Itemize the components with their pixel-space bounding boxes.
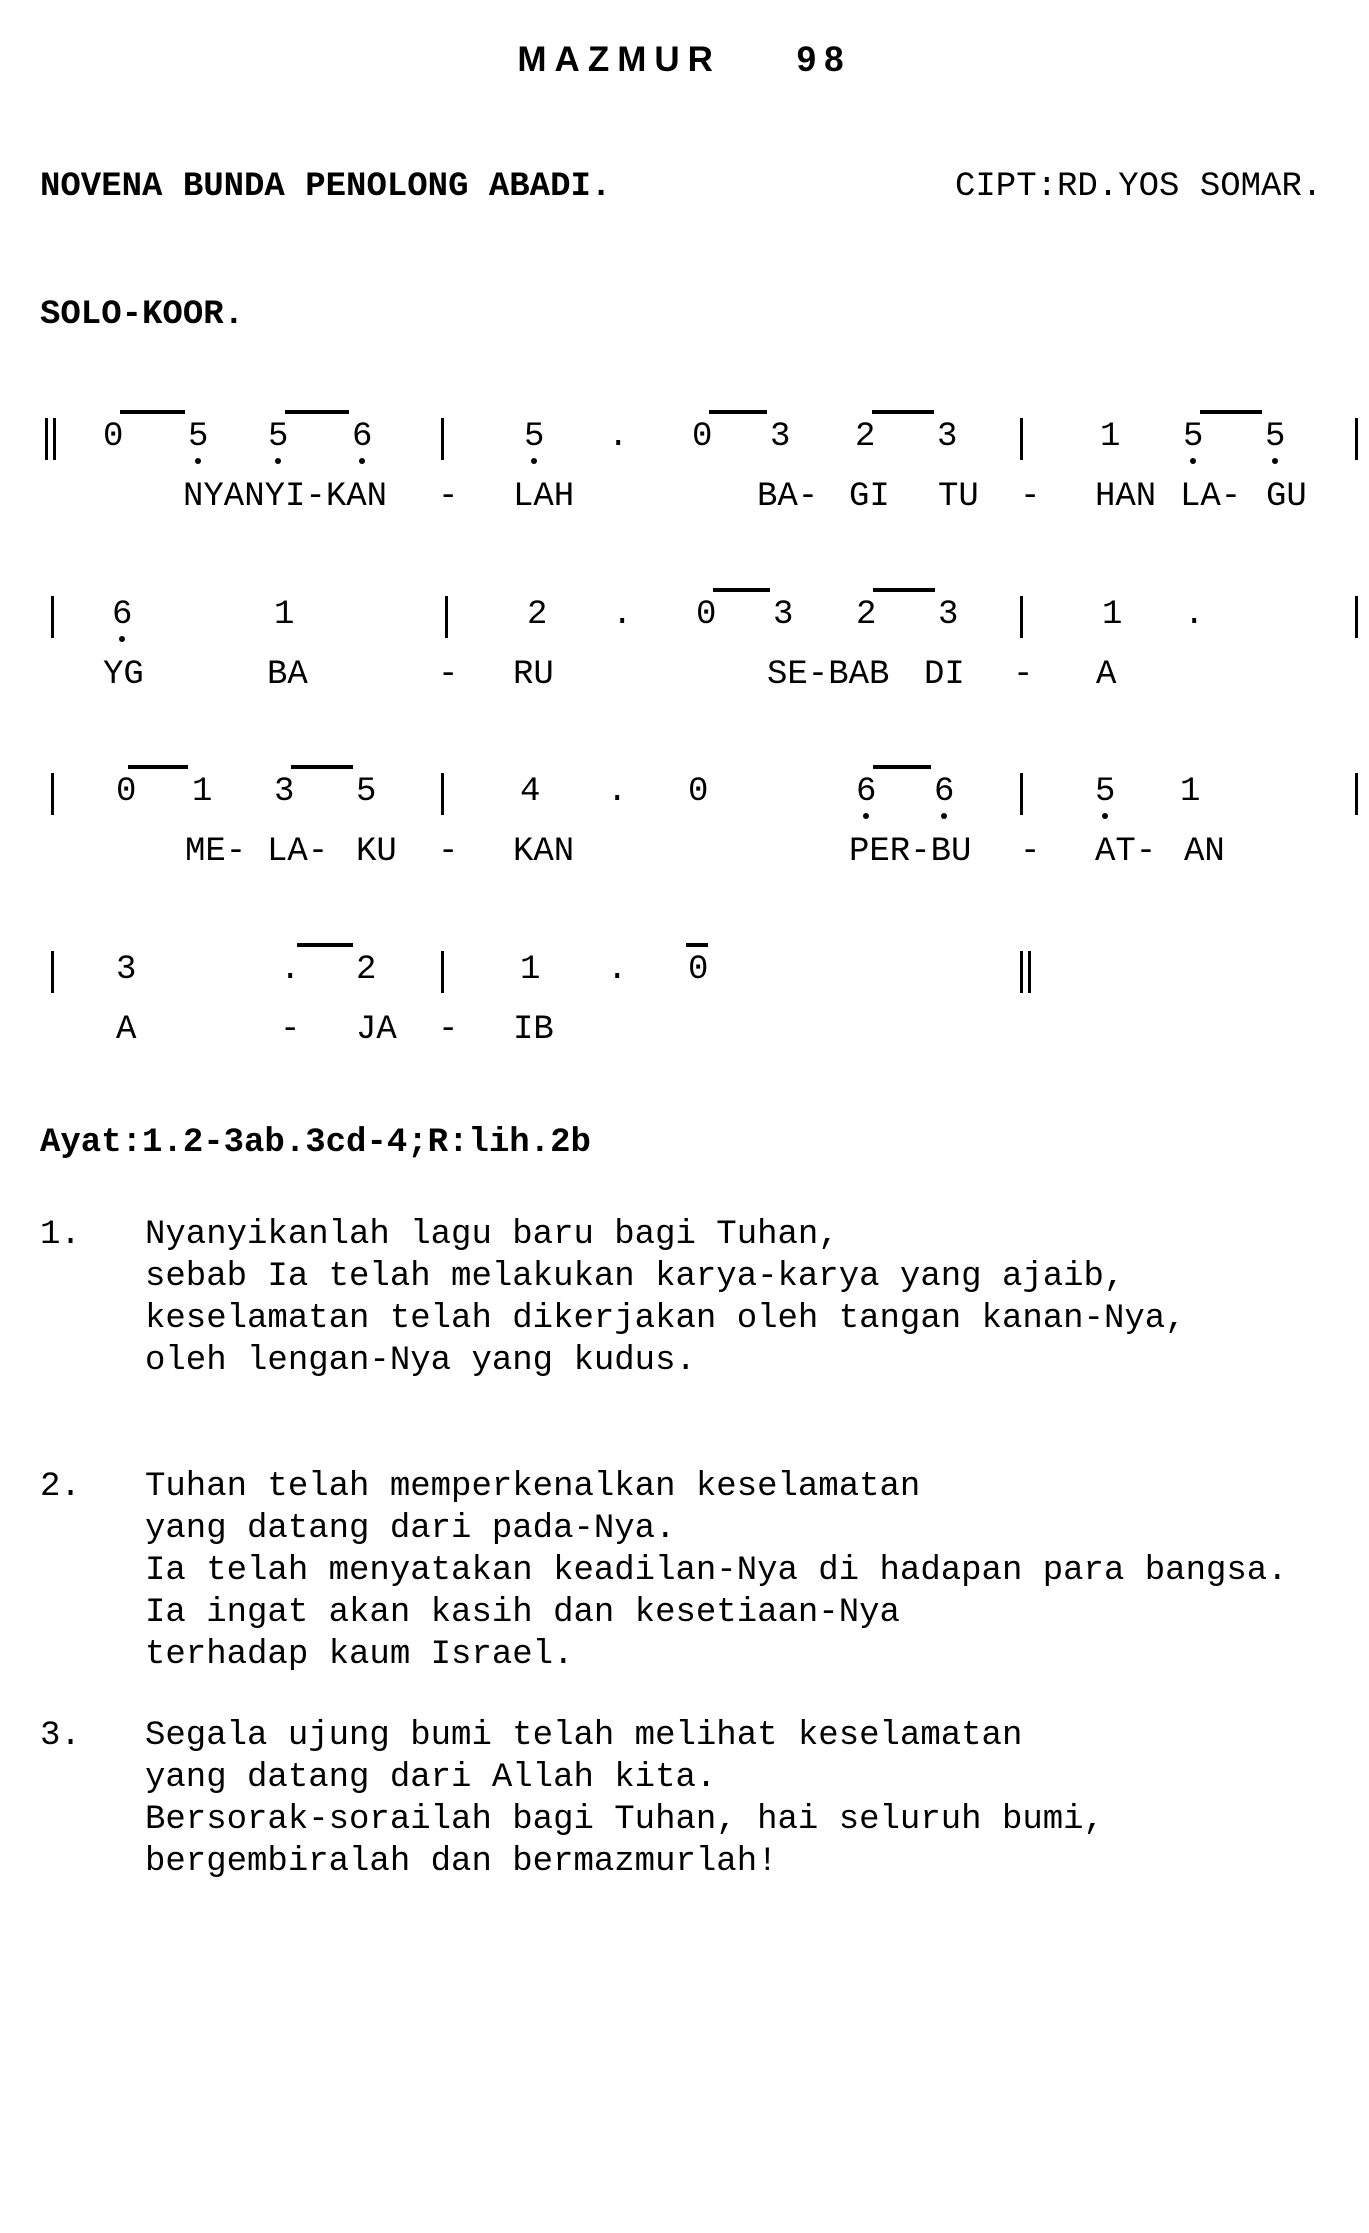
double-barline — [53, 418, 56, 460]
octave-dot — [1102, 813, 1108, 819]
notation-digit: 1 — [1102, 596, 1123, 634]
verse-text — [145, 1715, 1104, 1883]
header-left: NOVENA BUNDA PENOLONG ABADI. — [40, 168, 612, 206]
notation-digit: 5 — [356, 773, 377, 811]
lyric-syllable: - — [1020, 833, 1041, 871]
verse-line: yang datang dari pada-Nya. — [145, 1510, 676, 1548]
notation-dot: . — [608, 418, 629, 456]
lyric-syllable: - — [438, 1011, 459, 1049]
verse-line: oleh lengan-Nya yang kudus. — [145, 1342, 696, 1380]
notation-digit: 2 — [856, 596, 877, 634]
lyric-syllable: - — [1020, 478, 1041, 516]
notation-digit: 0 — [103, 418, 124, 456]
verse-line: Tuhan telah memperkenalkan keselamatan — [145, 1468, 921, 1506]
barline — [1020, 418, 1023, 460]
lyric-syllable: BA- — [757, 478, 819, 516]
verse-line: Bersorak-sorailah bagi Tuhan, hai seluruh bumi, — [145, 1801, 1104, 1839]
lyric-syllable: YG — [103, 656, 144, 694]
double-barline — [1028, 951, 1031, 993]
notation-line — [0, 588, 1369, 718]
notation-digit: 5 — [268, 418, 289, 456]
lyric-syllable: NYANYI-KAN — [183, 478, 388, 516]
lyric-syllable: KU — [356, 833, 397, 871]
verse-text — [145, 1214, 1186, 1382]
notation-digit: 2 — [527, 596, 548, 634]
barline — [1020, 596, 1023, 638]
notation-digit: 4 — [520, 773, 541, 811]
lyric-syllable: RU — [513, 656, 554, 694]
verse-reference: Ayat:1.2-3ab.3cd-4;R:lih.2b — [40, 1124, 591, 1162]
octave-dot — [531, 458, 537, 464]
barline — [441, 418, 444, 460]
beam-line — [120, 410, 185, 414]
lyric-syllable: GU — [1266, 478, 1307, 516]
verse-number: 1. — [40, 1216, 81, 1254]
notation-line — [0, 943, 1369, 1073]
lyric-syllable: DI — [924, 656, 965, 694]
notation-digit: 0 — [116, 773, 137, 811]
notation-dot: . — [607, 951, 628, 989]
lyric-syllable: - — [1013, 656, 1034, 694]
notation-digit: 0 — [692, 418, 713, 456]
notation-digit: 1 — [1180, 773, 1201, 811]
barline — [445, 596, 448, 638]
notation-digit: 1 — [192, 773, 213, 811]
octave-dot — [195, 458, 201, 464]
beam-line — [291, 765, 353, 769]
verse-number: 3. — [40, 1717, 81, 1755]
beam-line — [873, 588, 935, 592]
lyric-syllable: JA — [356, 1011, 397, 1049]
verse-line: Nyanyikanlah lagu baru bagi Tuhan, — [145, 1216, 839, 1254]
barline — [51, 951, 54, 993]
notation-dot: . — [280, 951, 301, 989]
octave-dot — [275, 458, 281, 464]
beam-line — [872, 410, 934, 414]
notation-line — [0, 410, 1369, 540]
notation-digit: 5 — [524, 418, 545, 456]
lyric-syllable: TU — [938, 478, 979, 516]
barline — [1020, 773, 1023, 815]
verse-text — [145, 1466, 1288, 1676]
verse-line: bergembiralah dan bermazmurlah! — [145, 1843, 778, 1881]
barline — [51, 596, 54, 638]
octave-dot — [359, 458, 365, 464]
octave-dot — [1190, 458, 1196, 464]
page-title: MAZMUR 98 — [517, 40, 852, 79]
barline — [51, 773, 54, 815]
beam-line — [297, 943, 353, 947]
beam-line — [128, 765, 188, 769]
notation-dot: . — [607, 773, 628, 811]
section-label: SOLO-KOOR. — [40, 296, 245, 334]
verse-number: 2. — [40, 1468, 81, 1506]
verse-line: Ia telah menyatakan keadilan-Nya di hadapan para bangsa. — [145, 1552, 1288, 1590]
verse-line: yang datang dari Allah kita. — [145, 1759, 717, 1797]
lyric-syllable: AN — [1184, 833, 1225, 871]
notation-digit: 0 — [688, 773, 709, 811]
lyric-syllable: - — [438, 478, 459, 516]
lyric-syllable: KAN — [513, 833, 575, 871]
lyric-syllable: GI — [849, 478, 890, 516]
lyric-syllable: SE-BAB — [767, 656, 890, 694]
barline — [441, 951, 444, 993]
verse-line: Ia ingat akan kasih dan kesetiaan-Nya — [145, 1594, 900, 1632]
octave-dot — [941, 813, 947, 819]
lyric-syllable: - — [438, 656, 459, 694]
double-barline — [1020, 951, 1023, 993]
notation-digit: 3 — [937, 418, 958, 456]
header-right: CIPT:RD.YOS SOMAR. — [955, 168, 1323, 206]
lyric-syllable: LAH — [513, 478, 575, 516]
notation-digit: 6 — [352, 418, 373, 456]
octave-dot — [119, 636, 125, 642]
notation-digit: 5 — [1095, 773, 1116, 811]
verse-line: terhadap kaum Israel. — [145, 1636, 574, 1674]
lyric-syllable: ME- — [185, 833, 247, 871]
verse-line: sebab Ia telah melakukan karya-karya yang ajaib, — [145, 1258, 1125, 1296]
barline — [441, 773, 444, 815]
notation-digit: 1 — [520, 951, 541, 989]
beam-line — [873, 765, 931, 769]
double-barline — [45, 418, 48, 460]
verse-line: Segala ujung bumi telah melihat keselamatan — [145, 1717, 1023, 1755]
notation-digit: 6 — [934, 773, 955, 811]
notation-digit: 5 — [1265, 418, 1286, 456]
lyric-syllable: AT- — [1095, 833, 1157, 871]
notation-digit: 3 — [770, 418, 791, 456]
notation-dot: . — [612, 596, 633, 634]
lyric-syllable: LA- — [1180, 478, 1242, 516]
notation-digit: 3 — [773, 596, 794, 634]
lyric-syllable: - — [280, 1011, 301, 1049]
octave-dot — [863, 813, 869, 819]
notation-digit: 5 — [1183, 418, 1204, 456]
beam-line — [709, 410, 767, 414]
lyric-syllable: - — [438, 833, 459, 871]
lyric-syllable: LA- — [267, 833, 329, 871]
lyric-syllable: A — [1096, 656, 1117, 694]
beam-line — [713, 588, 770, 592]
verse-line: keselamatan telah dikerjakan oleh tangan kanan-Nya, — [145, 1300, 1186, 1338]
notation-digit: 0 — [696, 596, 717, 634]
beam-line — [285, 410, 349, 414]
lyric-syllable: A — [116, 1011, 137, 1049]
lyric-syllable: IB — [513, 1011, 554, 1049]
notation-digit: 1 — [1100, 418, 1121, 456]
beam-line — [1200, 410, 1262, 414]
notation-digit: 6 — [856, 773, 877, 811]
barline — [1355, 596, 1358, 638]
notation-digit: 2 — [356, 951, 377, 989]
lyric-syllable: PER-BU — [849, 833, 972, 871]
notation-digit: 0 — [688, 951, 709, 989]
lyric-syllable: BA — [267, 656, 308, 694]
notation-digit: 6 — [112, 596, 133, 634]
notation-digit: 3 — [274, 773, 295, 811]
beam-line — [686, 943, 708, 947]
notation-line — [0, 765, 1369, 895]
octave-dot — [1272, 458, 1278, 464]
notation-digit: 1 — [274, 596, 295, 634]
notation-dot: . — [1184, 596, 1205, 634]
lyric-syllable: HAN — [1095, 478, 1157, 516]
barline — [1355, 418, 1358, 460]
notation-digit: 2 — [855, 418, 876, 456]
notation-digit: 5 — [188, 418, 209, 456]
barline — [1355, 773, 1358, 815]
notation-digit: 3 — [116, 951, 137, 989]
notation-digit: 3 — [938, 596, 959, 634]
